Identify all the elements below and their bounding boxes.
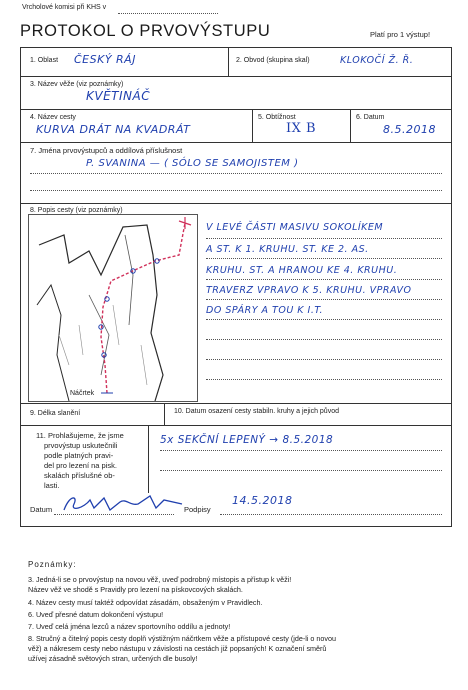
grade-label: 5. Obtížnost xyxy=(258,114,296,121)
route-name-label: 4. Název cesty xyxy=(30,114,76,121)
note-line: 3. Jedná-li se o prvovýstup na novou věž, uveď podrobný místopis a přístup k věži! xyxy=(28,575,292,584)
committee-label: Vrcholové komisi při KHS v xyxy=(22,4,107,11)
declaration-line-3: podle platných pravi- xyxy=(44,451,114,460)
note-line: věž) a nákresem cesty nebo nástupu v závislosti na cestách již popsaných! K označení směrů xyxy=(28,644,327,653)
sketch-label: Náčrtek xyxy=(70,390,95,397)
date-label: 6. Datum xyxy=(356,114,385,121)
district-label: 2. Obvod (skupina skal) xyxy=(236,57,310,64)
region-value: ČESKÝ RÁJ xyxy=(74,53,136,66)
region-label: 1. Oblast xyxy=(30,57,59,64)
signatures-label: Podpisy xyxy=(184,505,211,514)
rappel-length-label: 9. Délka slanění xyxy=(30,410,81,417)
sketch-box xyxy=(28,214,198,402)
note-line: Název věž ve shodě s Pravidly pro lezení na pískovcových skalách. xyxy=(28,585,243,594)
climbers-value: P. SVANINA — ( SÓLO SE SAMOJISTEM ) xyxy=(86,158,299,169)
tower-label: 3. Název věže (viz poznámky) xyxy=(30,81,124,88)
declaration-line-2: prvovýstup uskutečnili xyxy=(44,441,118,450)
tower-sketch xyxy=(29,215,197,401)
bolt-date-label: 10. Datum osazení cesty stabiln. kruhy a jejich původ xyxy=(174,408,339,415)
note-line: užívej zásadně světových stran, určených dle busoly! xyxy=(28,654,198,663)
signing-date-label: Datum xyxy=(30,505,53,514)
route-description-line-3: KRUHU. ST. A HRANOU KE 4. KRUHU. xyxy=(206,265,398,276)
note-line: 7. Uveď celá jména lezců a název sportovního oddílu a jednoty! xyxy=(28,622,231,631)
climbers-label: 7. Jména prvovýstupců a oddílová příslušnost xyxy=(30,146,183,155)
bolt-date-value: 5x SEKČNÍ LEPENÝ → 8.5.2018 xyxy=(160,434,334,446)
notes-title: Poznámky: xyxy=(28,560,77,569)
note-line: 8. Stručný a čitelný popis cesty doplň výstižným náčrtkem věže a přístupové cesty (jde-li o novou xyxy=(28,634,337,643)
district-value: KLOKOČÍ Ž. Ř. xyxy=(340,55,414,66)
route-description-line-5: DO SPÁRY A TOU K I.T. xyxy=(206,305,324,316)
declaration-line-6: lasti. xyxy=(44,481,60,490)
validity-note: Platí pro 1 výstup! xyxy=(370,30,431,39)
route-name-value: KURVA DRÁT NA KVADRÁT xyxy=(36,123,191,136)
note-line: 4. Název cesty musí taktéž odpovídat zásadám, obsaženým v Pravidlech. xyxy=(28,598,263,607)
page-title: PROTOKOL O PRVOVÝSTUPU xyxy=(20,22,271,40)
route-description-line-4: TRAVERZ VPRAVO K 5. KRUHU. VPRAVO xyxy=(206,285,412,296)
date-value: 8.5.2018 xyxy=(383,123,436,136)
route-description-line-1: V LEVÉ ČÁSTI MASIVU SOKOLÍKEM xyxy=(206,222,384,233)
declaration-line-5: skalách příslušné ob- xyxy=(44,471,115,480)
tower-value: KVĚTINÁČ xyxy=(86,89,151,103)
note-line: 6. Uveď přesné datum dokončení výstupu! xyxy=(28,610,164,619)
signature-date-value: 14.5.2018 xyxy=(232,494,293,507)
declaration-line-1: 11. Prohlašujeme, že jsme xyxy=(36,431,124,440)
declaration-line-4: del pro lezení na pisk. xyxy=(44,461,117,470)
grade-value: IX B xyxy=(286,121,317,136)
route-description-line-2: A ST. K 1. KRUHU. ST. KE 2. AS. xyxy=(206,244,369,255)
route-description-label: 8. Popis cesty (viz poznámky) xyxy=(30,207,123,214)
